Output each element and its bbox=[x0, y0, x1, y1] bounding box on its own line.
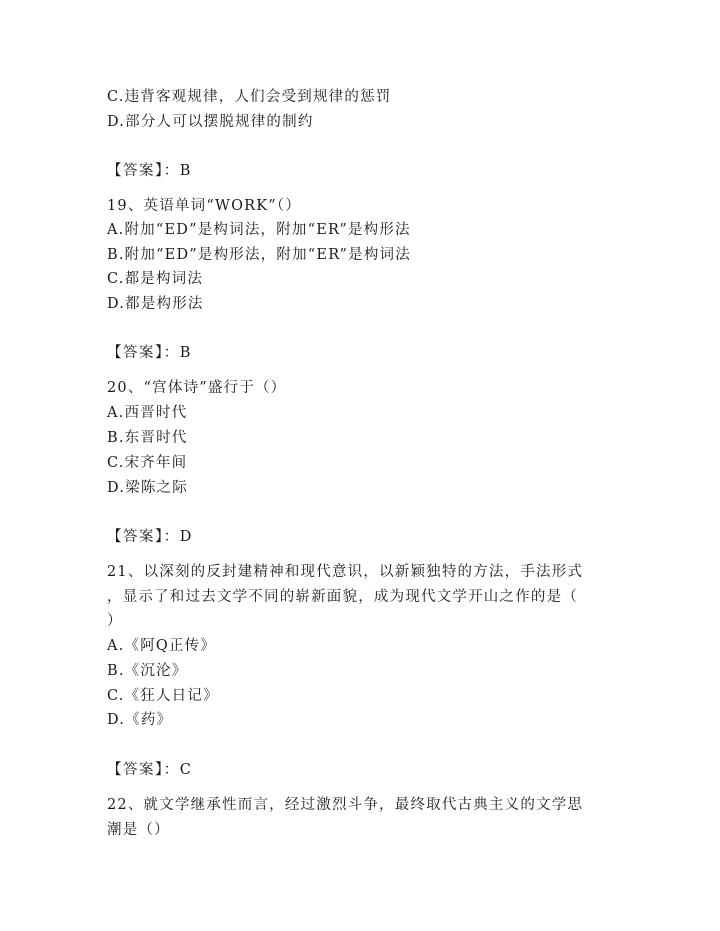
q22-stem-line-1: 22、就文学继承性而言，经过激烈斗争，最终取代古典主义的文学思 bbox=[107, 797, 584, 813]
q21-stem-line-3: ） bbox=[107, 613, 123, 629]
q22-stem-line-2: 潮是（） bbox=[107, 822, 170, 838]
q19-stem: 19、英语单词“WORK”（） bbox=[107, 198, 302, 214]
q18-option-c: C.违背客观规律，人们会受到规律的惩罚 bbox=[107, 89, 392, 105]
q21-option-b: B.《沉沦》 bbox=[107, 663, 188, 679]
q19-option-b: B.附加“ED”是构形法，附加“ER”是构词法 bbox=[107, 247, 411, 263]
q21-answer: 【答案】：C bbox=[107, 762, 193, 778]
q21-option-c: C.《狂人日记》 bbox=[107, 688, 219, 704]
q19-option-c: C.都是构词法 bbox=[107, 271, 204, 287]
q18-option-d: D.部分人可以摆脱规律的制约 bbox=[107, 114, 314, 130]
q18-answer: 【答案】：B bbox=[107, 163, 192, 179]
q21-stem-line-1: 21、以深刻的反封建精神和现代意识，以新颖独特的方法，手法形式 bbox=[107, 564, 584, 580]
q21-option-d: D.《药》 bbox=[107, 712, 173, 728]
q20-option-c: C.宋齐年间 bbox=[107, 455, 188, 471]
q19-option-a: A.附加“ED”是构词法，附加“ER”是构形法 bbox=[107, 222, 411, 238]
q19-answer: 【答案】：B bbox=[107, 345, 192, 361]
q19-option-d: D.都是构形法 bbox=[107, 296, 204, 312]
q21-stem-line-2: ，显示了和过去文学不同的崭新面貌，成为现代文学开山之作的是（ bbox=[107, 589, 578, 605]
q20-option-b: B.东晋时代 bbox=[107, 430, 188, 446]
q20-stem: 20、“宫体诗”盛行于（） bbox=[107, 380, 287, 396]
q20-answer: 【答案】：D bbox=[107, 529, 193, 545]
q20-option-d: D.梁陈之际 bbox=[107, 480, 188, 496]
q21-option-a: A.《阿Q正传》 bbox=[107, 638, 217, 654]
q20-option-a: A.西晋时代 bbox=[107, 405, 188, 421]
